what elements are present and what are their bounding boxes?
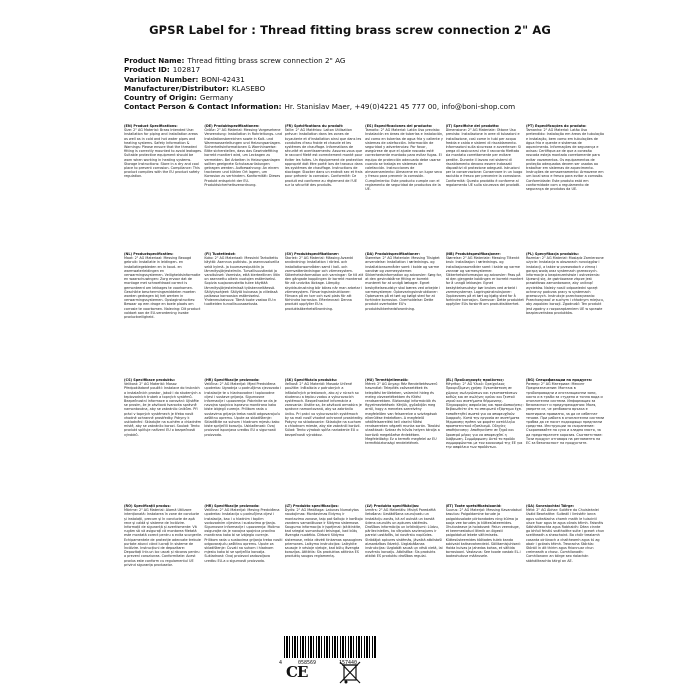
language-text: Veličina: 2" AG Materijal: Mjed Predviđena upotreba: Ugradnja u područjima cjevovoda i instalacije te u hladnovodne i toplovodne cijevi i sustave grijanja. Sigurnosne informacije i upozorenja: Pobrinite se da je navojna spojnica ispravno montirana kako biste izbjegli curenje. Prilikom rada u sustavima grijanja treba nositi odgovarajuću zaštitnu opremu. Upute za skladištenje: Skladištite na suhom i hladnom mjestu kako biste spriječili koroziju. Usklađenost: Ovaj proizvod ispunjava uredbu EU o sigurnosti proizvoda. bbox=[204, 382, 282, 437]
barcode-lead-digit: 4 bbox=[279, 660, 283, 666]
language-text: Rozmiar: 2" AG Materiał: Mosiądz Zamierzone użycie: Instalacja w obszarach rurociągów i instalacji, a także w przewodach z zimną i gorącą wodą oraz systemach grzewczych. Informacje o bezpieczeństwie i ostrzeżenia: Upewnij się, że gwintowane złącze jest prawidłowo zamontowane, aby uniknąć wycieków. Należy nosić odpowiedni sprzęt ochronny podczas pracy w systemach grzewczych. Instrukcje przechowywania: Przechowywać w suchym i chłodnym miejscu, aby zapobiec korozji. Zgodność: Ten produkt jest zgodny z rozporządzeniem UE w sprawie bezpieczeństwa produktów. bbox=[525, 256, 604, 315]
language-block bbox=[124, 252, 204, 319]
product-info bbox=[124, 56, 684, 112]
language-text: Dimensione: 2" AG Materiale: Ottone Uso previsto: Installazione in aree di tubazioni e installazione, così come in tubi per acqua fredda e calda e sistemi di riscaldamento. Informazioni sulla sicurezza e avvertenze: Si prega di assicurarsi che il raccordo filettato sia montato correttamente per evitare perdite. Durante il lavoro nei sistemi di riscaldamento devono essere indossati dispositivi di protezione adeguati. Istruzioni per la conservazione: Conservare in un luogo asciutto e fresco per prevenire la corrosione. Conformità: Questo prodotto è conforme al regolamento UE sulla sicurezza dei prodotti. bbox=[445, 128, 523, 187]
info-key: Product ID: bbox=[124, 65, 170, 75]
language-text: Størrelse: 2" AG Materiale: Messing Tiltenkt bruk: Installasjon i rørlednings- og installasjonsområder samt i kalde og varme vannrør og varmesystemer. Sikkerhetsinformasjon og advarsler: Pass på at den gjengede koblingen er korrekt montert for å unngå lekkasjer. Egnet beskyttelsesutstyr bør brukes ved arbeid i varmesystemer. Lagringsinstruksjoner: Oppbevares på et tørt og kjølig sted for å forhindre korrosjon. Samsvar: Dette produktet oppfyller EUs forskrift om produktsikkerhet. bbox=[445, 256, 524, 307]
language-text: Taille: 2" AG Matériau: Laiton Utilisation prévue: Installation dans les zones de tuyauterie et d'installation ainsi que dans les conduites d'eau froide et chaude et les systèmes de chauffage. Informations de sécurité et avertissements: Assurez-vous que le raccord fileté est correctement monté pour éviter les fuites. Un équipement de protection approprié doit être porté lors de travaux dans les systèmes de chauffage. Instructions de stockage: Stocker dans un endroit sec et frais pour prévenir la corrosion. Conformité: Ce produit est conforme au règlement de l'UE sur la sécurité des produits. bbox=[284, 128, 364, 187]
language-block bbox=[526, 378, 606, 449]
language-block bbox=[606, 124, 686, 191]
info-value: 102817 bbox=[172, 65, 201, 75]
language-heading: (FR) Spécifications du produit: bbox=[284, 124, 344, 128]
info-key: Variation Number: bbox=[124, 74, 199, 84]
language-heading: (RO) Specificații produs: bbox=[124, 504, 171, 508]
language-text: Storlek: 2" AG Material: Mässing Avsedd användning: Installation i rörled- och installationsområden samt i kall- och varmvattenledningar och värmesystem. Säkerhetsinformation och varningar: Se till att den gängade kopplingen är korrekt monterad för att undvika läckage. Lämplig skyddsutrustning bör bäras när man arbetar i värmesystem. Förvaringsinstruktioner: Förvara på en torr och sval plats för att förhindra korrosion. Efterlevnad: Denna produkt uppfyller EU:s produktsäkerhetsförordning. bbox=[284, 256, 364, 311]
language-row bbox=[124, 124, 687, 191]
crossed-bin-icon bbox=[330, 660, 370, 686]
language-block bbox=[285, 252, 365, 319]
info-key: Country of Origin: bbox=[124, 93, 197, 103]
language-block bbox=[124, 124, 204, 191]
barcode-left-digits: 058569 bbox=[298, 660, 317, 666]
language-block bbox=[285, 504, 365, 567]
language-heading: (GA) Sonraíochtaí Táirge: bbox=[525, 504, 575, 508]
language-text: Tamanho: 2" AG Material: Latão Uso pretendido: Instalação em áreas de tubulação e instalação, bem como em tubulações de água fria e quente e sistemas de aquecimento. Informações de segurança e avisos: Certifique-se de que a conexão roscada esteja montada corretamente para evitar vazamentos. Os equipamentos de proteção adequados devem ser usados ao trabalhar em sistemas de aquecimento. Instruções de armazenamento: Armazene em um local seco e fresco para evitar a corrosão. Conformidade: Este produto está em conformidade com o regulamento de segurança de produtos da UE. bbox=[525, 128, 605, 192]
language-block bbox=[204, 124, 284, 191]
barcode bbox=[284, 636, 377, 658]
language-heading: (DE) Produktspezifikationen: bbox=[204, 124, 260, 128]
ce-mark: CE bbox=[286, 663, 308, 681]
barcode-right-digits: 157440 bbox=[339, 660, 358, 666]
language-block bbox=[204, 252, 284, 319]
language-heading: (LT) Produkto specifikacijos: bbox=[284, 504, 339, 508]
language-text: Velikost: 2" AG Materiál: Mosaz Předpokládané použití: Instalace do trubních a instalačních prostor, jakož i do studených a teplovodních trubek a topných systémů. Bezpečnostní informace a varování: Ujistěte se prosím, že je závitová tvarovka správně namontována, aby se zabránilo únikům. Při práci v topných systémech je třeba nosit vhodné ochranné prostředky. Pokyny k uskladnění: Skladujte na suchém a chladném místě, aby se zabránilo korozi. Soulad: Tento produkt splňuje nařízení EU o bezpečnosti výrobků. bbox=[124, 382, 202, 437]
language-block bbox=[285, 124, 365, 191]
language-text: Μέγεθος: 2" AG Υλικό: Ορείχαλκος Προοριζόμενη χρήση: Εγκατάσταση σε χώρους σωληνώσεων και εγκαταστάσεων καθώς και σε σωλήνες κρύου και ζεστού νερού και συστήματα θέρμανσης. Πληροφορίες ασφαλείας και προειδοποιήσεις: Βεβαιωθείτε ότι το σπειρωτό εξάρτημα έχει τοποθετηθεί σωστά για να αποφευχθούν διαρροές. Κατά την εργασία σε συστήματα θέρμανσης πρέπει να φοράτε κατάλληλο προστατευτικό εξοπλισμό. Οδηγίες αποθήκευσης: Αποθηκεύστε σε ξηρό και δροσερό μέρος για να αποφευχθεί η διάβρωση. Συμμόρφωση: Αυτό το προϊόν συμμορφώνεται με τον κανονισμό της ΕΕ για την ασφάλεια των προϊόντων. bbox=[445, 382, 524, 450]
language-heading: (BG) Спецификации на продукта: bbox=[525, 378, 593, 382]
language-heading: (EL) Προδιαγραφές προϊόντος: bbox=[445, 378, 504, 382]
language-heading: (LV) Produkta specifikācijas: bbox=[365, 504, 420, 508]
info-value: Germany bbox=[199, 93, 233, 103]
language-heading: (HR) Specifikacije proizvoda: bbox=[204, 378, 260, 382]
language-text: Méid: 2" AG Ábhar: Soiléire do Chuisleánlei Úsáid Beartaithe: Suiteáil i limistéir ionra agus suiteálacha chomh maith le tuiscintí uisce fuar agus te agus córais téimh. Faisnéis Sábháilteachta agus Rabhaidh: Déan cinnte go bhfuil feistiú snáthaithe suite i gceart chun sceitheadh a sheachaint. Ba chóir trealamh cosanta oiriúnach a chaitheamh agus tú ag obair i gcórais téimh. Treoracha Stórála: Stóráil in áit thirim agus fhionnuar chun creimeadh a chosc. Comhlíonadh: Comhlíonann an táirge seo rialachán sábháilteachta táirgí an AE. bbox=[525, 508, 605, 563]
language-block bbox=[124, 378, 204, 449]
language-heading: (IT) Specifiche del prodotto: bbox=[445, 124, 500, 128]
info-value: BONI-42431 bbox=[201, 74, 245, 84]
language-text: Größe: 2" AG Material: Messing Vorgesehene Verwendung: Installation in Rohrleitungs- und Installationsbereichen sowie in Kalt- und Warmwasserleitungen und Heizungsanlagen. Sicherheitsinformationen & Warnhinweise: Bitte sicherstellen, dass das Gewindefitting korrekt montiert wird, um Leckagen zu vermeiden. Bei Arbeiten in Heizungsanlagen sollten geeignete Schutzausrüstungen getragen werden. Aufbewahrung: An einem trockenen und kühlen Ort lagern, um Korrosion zu verhindern. Konformität: Dieses Produkt entspricht der EU-Produktsicherheitsverordnung. bbox=[204, 128, 282, 187]
info-value: KLASEBO bbox=[231, 83, 266, 93]
info-key: Manufacturer/Distributor: bbox=[124, 83, 229, 93]
info-row bbox=[124, 84, 684, 93]
language-text: Maat: 2" AG Materiaal: Messing Beoogd gebruik: Installatie in leidingen- en installatiegebieden en in koud- en warmwaterleidingen en verwarmingssystemen. Veiligheidsinformatie en waarschuwingen: Zorg ervoor dat de montage met schroefdraad correct is gemonteerd om lekkages te voorkomen. Geschikte beschermingsmiddelen moeten worden gedragen bij het werken in verwarmingssystemen. Opslaginstructies: Bewaar op een droge en koele plaats om corrosie te voorkomen. Naleving: Dit product voldoet aan de EU-verordening inzake productveiligheid. bbox=[124, 256, 201, 320]
language-block bbox=[606, 504, 686, 567]
language-block bbox=[124, 504, 204, 567]
language-block bbox=[446, 124, 526, 191]
language-heading: (DA) Produktspecifikationer: bbox=[365, 252, 420, 256]
language-block bbox=[446, 378, 526, 449]
info-row bbox=[124, 102, 684, 111]
language-heading: (ET) Toote spetsifikatsioonid: bbox=[445, 504, 502, 508]
language-heading: (SK) Špecifikácia produktu: bbox=[284, 378, 338, 382]
page-title: GPSR Label for : Thread fitting brass screw connection 2" AG bbox=[149, 23, 551, 37]
language-heading: (HU) Termékjellemzők: bbox=[365, 378, 409, 382]
language-text: Veľkosť: 2" AG Materiál: Mosadz Určené použitie: Inštalácia v potrubných a inštalačných priestoroch, ako aj v rúrach so studenou a teplou vodou a vykurovacích systémoch. Bezpečnostné informácie a varovania: Uistite sa, že závitová armatúra je správne namontovaná, aby sa zabránilo úniku. Pri práci vo vykurovacích systémoch by sa mali nosiť vhodné ochranné prostriedky. Pokyny na skladovanie: Skladujte na suchom a chladnom mieste, aby ste zabránili korózii. Súlad: Tento výrobok spĺňa nariadenie EÚ o bezpečnosti výrobkov. bbox=[284, 382, 363, 437]
language-heading: (EN) Product Specifications: bbox=[124, 124, 178, 128]
language-text: Размер: 2" AG Материал: Месинг Предназначение: Монтаж в тръбопроводни и инсталационни зони, както и в тръби за студена и топла вода и отоплителни системи. Информация за безопасност и предупреждения: Моля, уверете се, че резбовата връзка е монтирана правилно, за да се избегнат течове. При работа в отоплителни системи трябва да се носят подходящи предпазни средства. Инструкции за съхранение: Съхранявайте на сухо и хладно място, за да предотвратите корозия. Съответствие: Този продукт отговаря на регламента на ЕС за безопасност на продуктите. bbox=[525, 382, 605, 446]
language-heading: (NB) Produktspesifikasjoner: bbox=[445, 252, 501, 256]
language-heading: (CS) Specifikace produktu: bbox=[124, 378, 176, 382]
info-row bbox=[124, 93, 684, 102]
language-heading: (NL) Productspecificaties: bbox=[124, 252, 174, 256]
language-block bbox=[446, 504, 526, 567]
language-row bbox=[124, 378, 687, 449]
info-row bbox=[124, 75, 684, 84]
language-heading: (SV) Produktspecifikationer: bbox=[284, 252, 340, 256]
language-heading: (HR) Specifikacije proizvoda: bbox=[204, 504, 260, 508]
language-block bbox=[365, 124, 445, 191]
info-key: Product Name: bbox=[124, 56, 185, 65]
language-block bbox=[526, 504, 606, 567]
language-heading: (PT) Especificações do produto: bbox=[525, 124, 587, 128]
language-block bbox=[365, 378, 445, 449]
language-heading: (PL) Specyfikacja produktu: bbox=[525, 252, 579, 256]
language-heading: (FI) Tuotetiedot: bbox=[204, 252, 236, 256]
language-block bbox=[526, 252, 606, 319]
language-block bbox=[606, 252, 686, 319]
info-key: Contact Person & Contact Information: bbox=[124, 102, 282, 112]
language-text: Mărime: 2" AG Material: Alamă Utilizare intenționată: Instalarea în zone de conducte și instalații, precum și în conducte de apă rece și caldă și sisteme de încălzire. Informații de siguranță și avertismente: Vă rugăm să vă asigurați că montarea filetată este montată corect pentru a evita scurgerile. Echipamentele de protecție adecvate trebuie purtate atunci când lucrați în sisteme de încălzire. Instrucțiuni de depozitare: Depozitați într-un loc uscat și răcoros pentru a preveni coroziunea. Conformitate: Acest produs este conform cu regulamentul UE privind siguranța produselor. bbox=[124, 508, 203, 567]
language-row bbox=[124, 504, 687, 567]
language-heading: (ES) Especificaciones del producto: bbox=[365, 124, 433, 128]
language-block bbox=[365, 504, 445, 567]
info-value: Hr. Stanislav Maer, +49(0)4221 45 777 00, info@boni-shop.com bbox=[284, 102, 516, 112]
language-block bbox=[606, 378, 686, 449]
language-text: Dydis: 2" AG Medžiaga: Latunas Numatytas naudojimas: Montavimas Eidymų ir montavimo zonose, taip pat šaltojo ir karštojo vandens vamzdžiuose ir šildymo sistemose. Saugumo informacija ir įspėjimai: Įsitikinkite, kad sriegiai sumontuoti teisingai, kad būtų išvengta nuotėkio. Dirbant šildymo sistemose, reikia dėvėti tinkamas apsaugines priemones. Laikymo instrukcijos: Laikykite sausoje ir vėsioje vietoje, kad būtų išvengta korozijos. Atitiktis: Šis produktas atitinka ES produktų saugos reglamentą. bbox=[284, 508, 363, 559]
language-block bbox=[365, 252, 445, 319]
language-row bbox=[124, 252, 687, 319]
language-text: Izmērs: 2" AG Materiāls: Misiņš Paredzētā lietošana: Uzstādīšana cauruļvadu un instalāciju zonās, kā arī aukstā un karstā ūdens caurulēs un apkures sistēmās. Drošības informācija un brīdinājumi: Lūdzu, pārliecinieties, ka vītņotais savienojums ir pareizi uzstādīts, lai novērstu noplūdes. Strādājot apkures sistēmās, jāvalkā atbilstoši aizsardzības līdzekļi. Uzglabāšanas instrukcijas: Uzglabāt sausā un vēsā vietā, lai novērstu koroziju. Atbilstība: Šis produkts atbilst ES produktu drošības regulai. bbox=[365, 508, 443, 559]
info-row bbox=[124, 65, 684, 74]
language-text: Koko: 2" AG Materiaali: Messinki Tarkoitettu käyttö: Asennus putkisto- ja asennusalueilla sekä kylmä- ja kuumavesiputkiin ja lämmitysjärjestelmiin. Turvallisuustiedot ja varoitukset: Varmista, että kierteellinen liitin on asennettu oikein vuotojen estämiseksi. Sopivia suojavarusteita tulee käyttää lämmitysjärjestelmissä työskenneltäessä. Säilytysohjeet: Säilytä kuivassa ja viileässä paikassa korroosion estämiseksi. Yhdenmukaisuus: Tämä tuote vastaa EU:n tuotteiden turvallisuusasetusta. bbox=[204, 256, 281, 307]
language-block bbox=[204, 378, 284, 449]
language-text: Tamaño: 2" AG Material: Latón Uso previsto: Instalación en áreas de tuberías e instalación, así como en tuberías de agua fría y caliente y sistemas de calefacción. Información de seguridad y advertencias: Por favor, asegúrese de que el ajuste roscado esté correctamente montado para evitar fugas. El equipo de protección adecuado debe usarse cuando se trabaja en sistemas de calefacción. Instrucciones de almacenamiento: Almacene en un lugar seco y fresco para prevenir la corrosión. Cumplimiento: Este producto cumple con el reglamento de seguridad de productos de la UE. bbox=[365, 128, 444, 192]
info-row bbox=[124, 56, 684, 65]
language-block bbox=[526, 124, 606, 191]
language-text: Méret: 2" AG Anyag: Réz Rendeltetésszerű használat: Telepítés csővezetékek és telepítési területeken, valamint hideg és meleg vízvezetékekben és fűtési rendszerekben. Biztonsági információk és figyelmeztetések: Kérjük, győződjön meg arról, hogy a menetes szerelvény megfelelően van felszerelve a szivárgások elkerülése érdekében. A megfelelő védőfelszerelést kell viselni fűtési rendszereken végzett munka során. Tárolási utasítások: Száraz és hűvös helyen tárolja a korrózió megelőzése érdekében. Megfelelőség: Ez a termék megfelel az EU termékbiztonsági rendeletének. bbox=[365, 382, 440, 446]
language-block bbox=[285, 378, 365, 449]
language-block bbox=[446, 252, 526, 319]
language-block bbox=[204, 504, 284, 567]
language-text: Veličina: 2" AG Materijal: Mesing Predviđena upotreba: Instalacija u područjima cijevi i instalacija, kao i u hladnim i toplim vodovodnim cijevima i sustavima grijanja. Sigurnosne informacije i upozorenja: Molimo osigurajte da je navojna spojnica pravilno montirana kako bi se izbjeglo curenje. Prilikom rada u sustavima grijanja treba nositi odgovarajuću zaštitnu opremu. Upute za skladištenje: Čuvati na suhom i hladnom mjestu kako bi se spriječila korozija. Sukladnost: Ovaj proizvod zadovoljava uredbu EU-a o sigurnosti proizvoda. bbox=[204, 508, 283, 563]
info-value: Thread fitting brass screw connection 2" AG bbox=[187, 56, 346, 65]
language-text: Size: 2" AG Material: Brass Intended Use: Installation for piping and installation areas as well as in cold and hot water pipes and heating systems. Safety Information & Warnings: Please ensure that the threaded fitting is correctly mounted to avoid leakages. Suitable protective equipment should be worn when working in heating systems. Storage Instructions: Store in a dry and cool place to prevent corrosion. Compliance: This product complies with the EU product safety regulation. bbox=[124, 128, 203, 179]
language-text: Suurus: 2" AG Materjal: Messing Kavandatud kasutus: Paigaldamine torude ja paigaldusalade piirkondades ning külma ja sooja vee torudes ja küttesüsteemides. Ohutusteave ja hoiatused: Palun veenduge, et keermestatud liitmik on õigesti paigaldatud lekete vältimiseks. Küttesüsteemides töötades tuleb kanda sobivaid kaitsevahendeid. Säilitamisjuhised: Hoida kuivas ja jahedas kohas, et vältida korrosiooni. Vastavus: See toode vastab EL-i tooteohutuse määrusele. bbox=[445, 508, 522, 559]
language-text: Størrelse: 2" AG Materiale: Messing Tilsigtet anvendelse: Installation i rørlednings- og installationsområder samt i kolde og varme vandrør og varmesystemer. Sikkerhedsinformation og advarsler: Sørg for, at den gevindskårne fitting er korrekt monteret for at undgå lækager. Egnet beskyttelsesudstyr skal bæres ved arbejde i varmesystemer. Opbevaringsinstruktioner: Opbevares på et tørt og køligt sted for at forhindre korrosion. Overholdelse: Dette produkt overholder EU's produktsikkerhedsforordning. bbox=[365, 256, 443, 311]
